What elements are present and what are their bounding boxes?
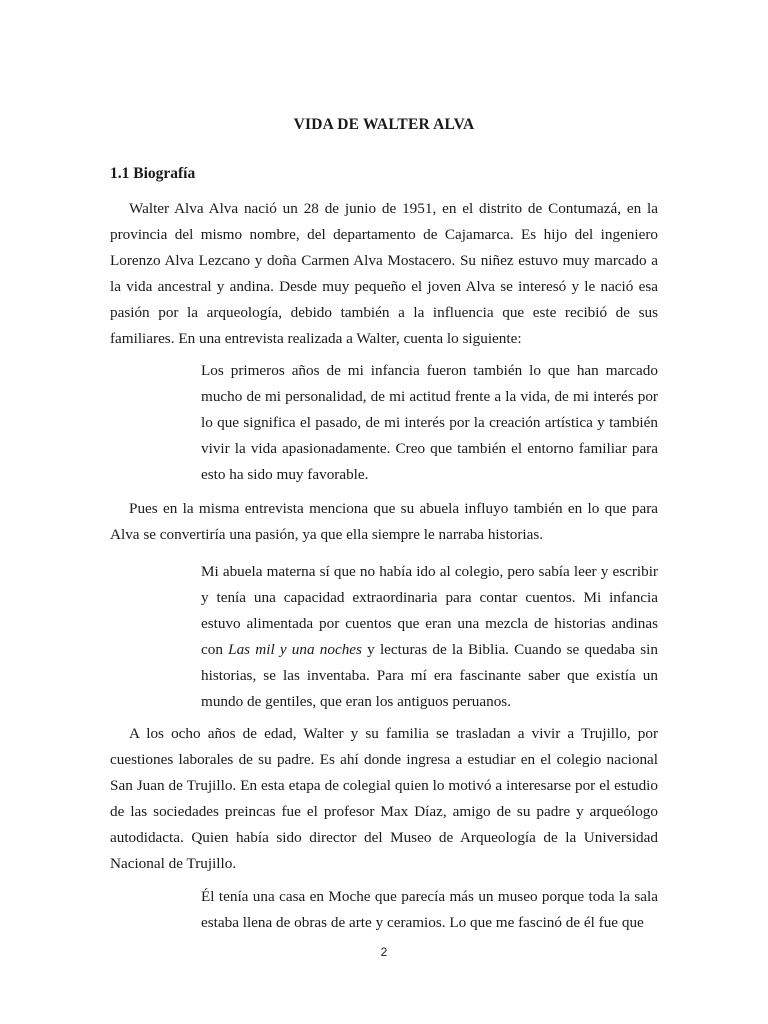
block-quote-2: [201, 559, 658, 715]
block-quote-1: Los primeros años de mi infancia fueron también lo que han marcado mucho de mi personalidad, de mi actitud frente a la vida, de mi interés por lo que significa el pasado, de mi interés por la creación artística y también vivir la vida apasionadamente. Creo que también el entorno familiar para esto ha sido muy favorable.: [201, 362, 658, 483]
quote-2-text-end: y lecturas de la Biblia. Cuando se quedaba sin historias, se las inventaba. Para mí era fascinante saber que existía un mundo de gentiles, que eran los antiguos peruanos.: [201, 641, 658, 710]
book-title-italic: Las mil y una noches: [228, 641, 362, 658]
document-title: VIDA DE WALTER ALVA: [293, 116, 475, 133]
section-heading: 1.1 Biografía: [110, 165, 196, 182]
quote-2-text-start: Mi abuela materna sí que no había ido al colegio, pero sabía leer y escribir y tenía una capacidad extraordinaria para contar cuentos. Mi infancia estuvo alimentada por cuentos que eran una mezcla de historias andinas con: [201, 563, 658, 658]
block-quote-3: Él tenía una casa en Moche que parecía más un museo porque toda la sala estaba llena de obras de arte y ceramios. Lo que me fascinó de él fue que: [201, 888, 658, 931]
page-number: 2: [380, 945, 388, 959]
body-paragraph-2: Pues en la misma entrevista menciona que su abuela influyo también en lo que para Alva se convertiría una pasión, ya que ella siempre le narraba historias.: [110, 500, 658, 543]
body-paragraph-3: A los ocho años de edad, Walter y su familia se trasladan a vivir a Trujillo, por cuestiones laborales de su padre. Es ahí donde ingresa a estudiar en el colegio nacional San Juan de Trujillo. En esta etapa de colegial quien lo motivó a interesarse por el estudio de las sociedades preincas fue el profesor Max Díaz, amigo de su padre y arqueólogo autodidacta. Quien había sido director del Museo de Arqueología de la Universidad Nacional de Trujillo.: [110, 725, 658, 872]
body-paragraph-1: Walter Alva Alva nació un 28 de junio de 1951, en el distrito de Contumazá, en la provincia del mismo nombre, del departamento de Cajamarca. Es hijo del ingeniero Lorenzo Alva Lezcano y doña Carmen Alva Mostacero. Su niñez estuvo muy marcado a la vida ancestral y andina. Desde muy pequeño el joven Alva se interesó y le nació esa pasión por la arqueología, debido también a la influencia que este recibió de sus familiares. En una entrevista realizada a Walter, cuenta lo siguiente:: [110, 200, 658, 347]
